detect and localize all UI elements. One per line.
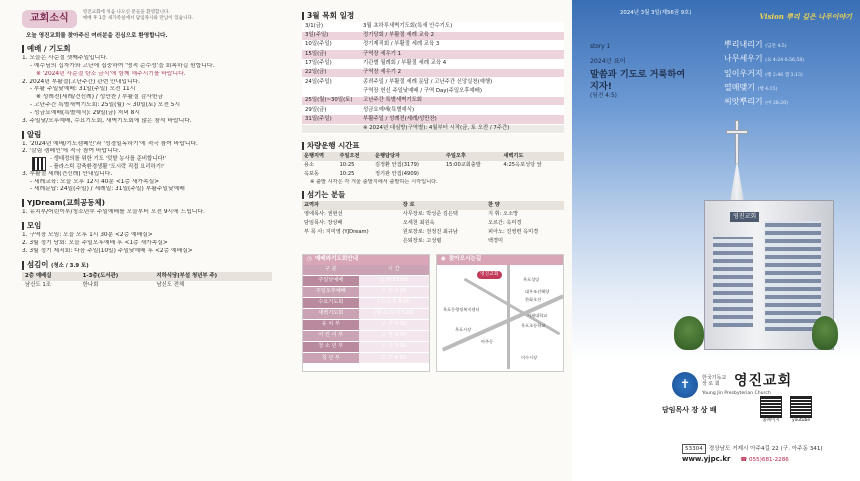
table-cell: 10:25: [339, 171, 355, 178]
worship-time: 오 후 4:00: [359, 353, 429, 364]
worship-row: [303, 353, 429, 364]
schedule-date: 15일(금): [302, 50, 360, 59]
schedule-date: 31일(주일): [302, 115, 360, 124]
table-cell: 담임목사: 장상배: [304, 220, 343, 227]
worship-name: 주일오후예배: [303, 286, 359, 297]
schedule-date: 29일(금): [302, 106, 360, 115]
serve-row: [302, 219, 564, 228]
table-header: 1-3층(도서관): [80, 272, 154, 281]
table-header: 구 분: [303, 265, 359, 276]
table-header: 운행담당자: [373, 152, 444, 161]
table-header: 운행지역: [302, 152, 338, 161]
schedule-event: 성금요예배(특별예식): [360, 106, 564, 115]
qr-code-icon: [790, 396, 812, 418]
news-intro: [83, 10, 194, 22]
campaign-lines: [50, 156, 166, 171]
news-line: - 예수님의 십자가와 고난에 집중하여 '영적 순수성'을 회복하길 원합니다.: [30, 63, 215, 69]
schedule-date: [302, 87, 360, 96]
news-sections: [22, 45, 274, 256]
schedule-row: [302, 78, 564, 87]
story-item: 나무세우기 (요 4:24 6:56,58): [724, 54, 805, 64]
map-label: 옥포성당: [523, 276, 540, 282]
theme-ref: (딤전 4:5): [590, 93, 617, 100]
worship-name: 수요기도회: [303, 297, 359, 308]
church-building-image: [664, 120, 842, 350]
schedule-event: 기관별 월례회 / 부활절 세례 교육 4: [360, 59, 564, 68]
news-line: 1. 구역장 모임: 오늘 오후 1시 30분 <2층 예배실>: [22, 232, 153, 239]
worship-box: [302, 254, 430, 372]
section-title: 알림: [22, 131, 274, 139]
table-header: 주일오전: [338, 152, 374, 161]
serve-row: [302, 210, 564, 219]
schedule-event: ※ 2024년 대심방(구역별): 4월부터 시작(금, 토 오전 / 7주간): [360, 124, 564, 133]
news-line: 1. 유치부/어린이부/청소년부 주일예배를 오늘부터 오전 9시에 드립니다.: [22, 209, 205, 216]
vision-title: Vision 뿌리 깊은 나무이야기: [759, 12, 852, 21]
schedule-row: [302, 59, 564, 68]
map-label: 이수시장: [521, 354, 538, 360]
year-theme: [590, 44, 690, 101]
news-line: 3. 주일낮/오후예배, 수요기도회, 새벽기도회에 많은 참석 바랍니다.: [22, 117, 192, 124]
church-logo: [672, 372, 792, 398]
bus-table: [302, 152, 564, 179]
table-header: 주일오후: [444, 152, 502, 161]
date-line: 2024년 3월 3일(제56권 9호): [620, 10, 692, 16]
news-badge: 교회소식: [22, 10, 77, 28]
worship-name: 어 린 이 부: [303, 330, 359, 341]
table-header: 교역자: [302, 201, 401, 210]
table-cell: 피아노: 진영련 옥미경: [487, 229, 539, 236]
story-ref: (행 2:46 엡 3:13): [765, 72, 803, 78]
worship-name: 새벽기도회: [303, 308, 359, 319]
serve-header-row: [302, 201, 564, 210]
table-cell: 15:00교회출발: [445, 162, 481, 169]
news-line: ※ 성례전(세례/견신례) / 성만찬 / 부활절 감사헌금: [36, 94, 164, 101]
table-cell: 4:25옥포성당 앞: [503, 162, 542, 169]
cover-panel: [572, 0, 860, 481]
schedule-event: 부활주일 / 성례전(세례/성만찬): [360, 115, 564, 124]
news-line: ※ '2024년 사순절 탄소 금식'에 함께 해주시기를 바랍니다.: [36, 70, 186, 77]
serve-row: [302, 228, 564, 237]
bus-title: 차량운행 시간표: [302, 142, 564, 150]
address: 경상남도 거제시 아주4길 22 (구. 아주동 341): [708, 446, 823, 452]
worship-time: 오 후 2:00: [359, 286, 429, 297]
schedule-title: 3월 목회 일정: [302, 12, 564, 20]
news-line: 3. 부활절 세례(견신례) 안내입니다.: [22, 170, 113, 177]
welcome-greeting: 오늘 영진교회를 찾아주신 여러분을 진심으로 환영합니다.: [26, 32, 168, 39]
news-line: - 성금요예배(특별예식): 29일(금) 저녁 8시: [30, 109, 140, 116]
table-header: 시 간: [359, 265, 429, 276]
table-header: 2층 예배실: [22, 272, 80, 281]
map-label: 대우조선해양: [525, 288, 550, 294]
schedule-date: 25일(월)~30일(토): [302, 96, 360, 105]
worship-row: [303, 275, 429, 286]
schedule-date: 3일(주일): [302, 31, 360, 40]
table-cell: 은퇴장로: 고성렬: [402, 238, 442, 245]
church-emblem-icon: [672, 372, 698, 398]
schedule-row: [302, 22, 564, 31]
map-label: 아주동: [481, 338, 494, 344]
story-list: [724, 40, 804, 111]
qr-codes: [760, 396, 812, 424]
pin-icon: ◉: [441, 256, 446, 263]
map-label: 거제대학교: [527, 312, 548, 318]
schedule-row: [302, 87, 564, 96]
table-cell: [501, 170, 564, 179]
schedule-event: 구역장 세우기 2: [360, 68, 564, 77]
schedule-event: 구역장 세우기 1: [360, 50, 564, 59]
table-cell: 오르간: 옥미경: [487, 220, 522, 227]
section-title-cleaning: 섬김이 (청소 / 3.9 토): [22, 261, 274, 270]
worship-row: [303, 308, 429, 319]
section-title: 모임: [22, 222, 274, 230]
news-line: - 플라스틱 감축환경생활 '도시락 직접 요리하기!': [50, 163, 165, 170]
website-link[interactable]: www.yjpc.kr: [682, 455, 731, 464]
bus-row: [302, 170, 564, 179]
news-line: 2. 3월 정기 당회: 오늘 주일오후예배 후 <1층 새가족실>: [22, 240, 168, 247]
map-box-title: ◉ 찾아오시는길: [437, 255, 563, 265]
story-ref: (딤전 4:5): [765, 44, 787, 49]
table-header: 새벽기도: [501, 152, 564, 161]
homepage-qr[interactable]: 홈페이지: [760, 396, 782, 424]
worship-row: [303, 297, 429, 308]
worship-time: 오 전 11:00: [359, 275, 429, 286]
worship-row: [303, 330, 429, 341]
news-line: 1. '2024년 예배/기도캠페인'과 '성경일독하기'에 적극 참여 바랍니다.: [22, 140, 198, 147]
story-ref: (마 28:20): [765, 101, 788, 107]
table-header: 지하식당(부설 청년부 주): [153, 272, 272, 281]
worship-time: 오 전 9:30: [359, 341, 429, 352]
news-line: - 세례교육: 오늘 오후 12시 40분 <1층 새가족실>: [30, 178, 160, 185]
church-news-panel: [0, 0, 284, 481]
church-name: 영진교회: [734, 373, 793, 390]
schedule-row: [302, 40, 564, 49]
news-header: [22, 10, 274, 28]
schedule-row: [302, 106, 564, 115]
cross-icon: [735, 120, 739, 164]
worship-row: [303, 341, 429, 352]
news-line: 2. '살림 캠페인'에 적극 참여 바랍니다.: [22, 148, 121, 155]
serve-table: [302, 201, 564, 246]
story-item: 씨앗뿌리기 (마 28:20): [724, 97, 788, 107]
table-cell: [444, 170, 502, 179]
table-cell: 정기관 안집(4909): [375, 171, 419, 178]
worship-box-title: ◷ 예배와기도회안내: [303, 255, 429, 265]
table-cell: 부 목 사: 지미영 (YJDream): [304, 229, 369, 236]
table-cell: 원로장로: 전정진 최규남: [402, 229, 458, 236]
map-box: [436, 254, 564, 372]
worship-name: 청 소 년 부: [303, 341, 359, 352]
section-title: YJDream(교회공동체): [22, 199, 274, 207]
table-cell: 오세천 최원욱: [402, 220, 435, 227]
campaign-qr-row: [22, 156, 274, 171]
senior-pastor: 담임목사 장 상 배: [662, 406, 717, 414]
news-line: 3. 3월 정기 제직회: 다음 주일(10일) 주일낮예배 후 <2층 예배실>: [22, 248, 193, 255]
schedule-event: 종려주일 / 부활절 세례 문답 / 고난주간 신앙실천(예행): [360, 78, 564, 87]
worship-table: [303, 265, 429, 364]
table-cell: 사무장로: 박성준 김은택: [402, 211, 458, 218]
schedule-table: [302, 22, 564, 134]
table-cell: 남신도 전체: [156, 282, 185, 289]
table-header: 찬 양: [486, 201, 564, 210]
table-cell: 한나회: [82, 282, 99, 289]
section-title: 예배 / 기도회: [22, 45, 274, 53]
building-sign: 영진교회: [730, 212, 759, 222]
table-cell: 용소: [304, 162, 315, 169]
directions-map: [437, 265, 563, 369]
qr-code-icon: [32, 157, 46, 171]
news-line: - 세례문답: 24일(주일) / 세례일: 31일(주일) 부활주일낮예배: [30, 186, 185, 193]
table-header: 장 로: [401, 201, 486, 210]
table-cell: 10:25: [339, 162, 355, 169]
worship-name: 청 년 부: [303, 353, 359, 364]
worship-time: 오 전 9:30: [359, 330, 429, 341]
qr-code-icon: [760, 396, 782, 418]
map-church-marker: 영진교회: [477, 271, 502, 279]
worship-time: (수)오후 8:00: [359, 297, 429, 308]
schedule-event: 정기당회 / 부활절 세례 교육 2: [360, 31, 564, 40]
news-line: - 생태정의를 위한 기도 '텃밭 농사를 준비합니다!': [50, 156, 167, 163]
worship-name: 주일낮예배: [303, 275, 359, 286]
schedule-date: [302, 124, 360, 133]
worship-time: (월-토)오전 5:00: [359, 308, 429, 319]
schedule-event: 정기제직회 / 부활절 세례 교육 3: [360, 40, 564, 49]
table-cell: 백경미: [487, 238, 504, 245]
bus-row: [302, 161, 564, 170]
cleaning-table: [22, 272, 272, 291]
schedule-date: 24일(주일): [302, 78, 360, 87]
church-name-english: Young Jin Presbyterian Church: [702, 391, 771, 397]
worship-row: [303, 319, 429, 330]
story-number: story 1: [590, 44, 611, 50]
map-label: 옥포시장: [455, 326, 472, 332]
schedule-row: [302, 124, 564, 133]
story-item: 잎이우거지 (행 2:46 엡 3:13): [724, 68, 803, 78]
map-label: 옥포초등학교: [521, 322, 546, 328]
zip-code: 53304: [682, 444, 706, 454]
serve-row: [302, 237, 564, 246]
phone-number: ☎ 055)681-2286: [740, 457, 789, 464]
schedule-row: [302, 68, 564, 77]
worship-name: 유 치 부: [303, 319, 359, 330]
clock-icon: ◷: [307, 256, 312, 263]
schedule-date: 10일(주일): [302, 40, 360, 49]
intro-line: 영진교회에 처음 나오신 분들을 환영합니다.: [82, 10, 170, 15]
map-label: 옥포동행정복지센터: [443, 306, 480, 312]
info-boxes: [302, 254, 564, 372]
schedule-row: [302, 31, 564, 40]
schedule-row: [302, 115, 564, 124]
schedule-event: 고난주간 특별새벽기도회: [360, 96, 564, 105]
worship-time: 오 전 9:30: [359, 319, 429, 330]
youtube-qr[interactable]: youtube: [790, 396, 812, 424]
schedule-date: 3/1(금): [302, 22, 360, 31]
table-cell: 남신도 1조: [25, 282, 51, 289]
theme-main: 말씀과 기도로 거룩하여지자!: [590, 69, 686, 92]
story-ref: (행 4:15): [757, 86, 778, 92]
table-cell: 옥포동: [304, 171, 320, 178]
serve-title: 섬기는 분들: [302, 191, 564, 199]
schedule-date: 22일(금): [302, 68, 360, 77]
news-line: 2. 2024년 부활절(고난주간) 관련 안내입니다.: [22, 78, 141, 85]
table-cell: 지 휘: 오소망: [487, 211, 519, 218]
contact-info: [682, 444, 823, 465]
map-label: 한화오션: [525, 296, 542, 302]
denomination: 한국기독교 장 로 회: [702, 375, 727, 387]
worship-header-row: [303, 265, 429, 276]
schedule-event: 구역장 헌신 주일낮예배 / 구역 Day(주일오후예배): [360, 87, 564, 96]
schedule-event: 3월 초하루새벽기도회(특새 안수기도): [360, 22, 564, 31]
story-item: 열매맺기 (행 4:15): [724, 82, 778, 92]
bus-note: ※ 출발 시각은 각 겨울 출발지에서 출발하는 시각입니다.: [310, 179, 438, 186]
year-theme-label: 2024년 표어: [590, 57, 626, 65]
story-ref: (요 4:24 6:56,58): [765, 58, 805, 64]
worship-row: [303, 286, 429, 297]
schedule-row: [302, 50, 564, 59]
news-line: 1. 오늘은 사순절 셋째주일입니다.: [22, 55, 108, 62]
news-line: - 부활 주일낮예배: 31일(주일) 오전 11시: [30, 86, 136, 93]
bus-header-row: [302, 152, 564, 161]
schedule-date: 17일(주일): [302, 59, 360, 68]
table-cell: [302, 237, 401, 246]
table-cell: 김정환 안집(3179): [375, 162, 419, 169]
intro-line: 예배 후 1층 새가족실에서 담임목사와 만남이 있습니다.: [82, 16, 194, 22]
table-cell: 영에목사: 권현선: [304, 211, 343, 218]
schedule-panel: [292, 0, 572, 481]
story-item: 뿌리내리기 (딤전 4:5): [724, 40, 787, 49]
schedule-row: [302, 96, 564, 105]
news-line: - 고난주간 특별새벽기도회: 25일(월) ~ 30일(토) 오전 5시: [30, 102, 181, 109]
